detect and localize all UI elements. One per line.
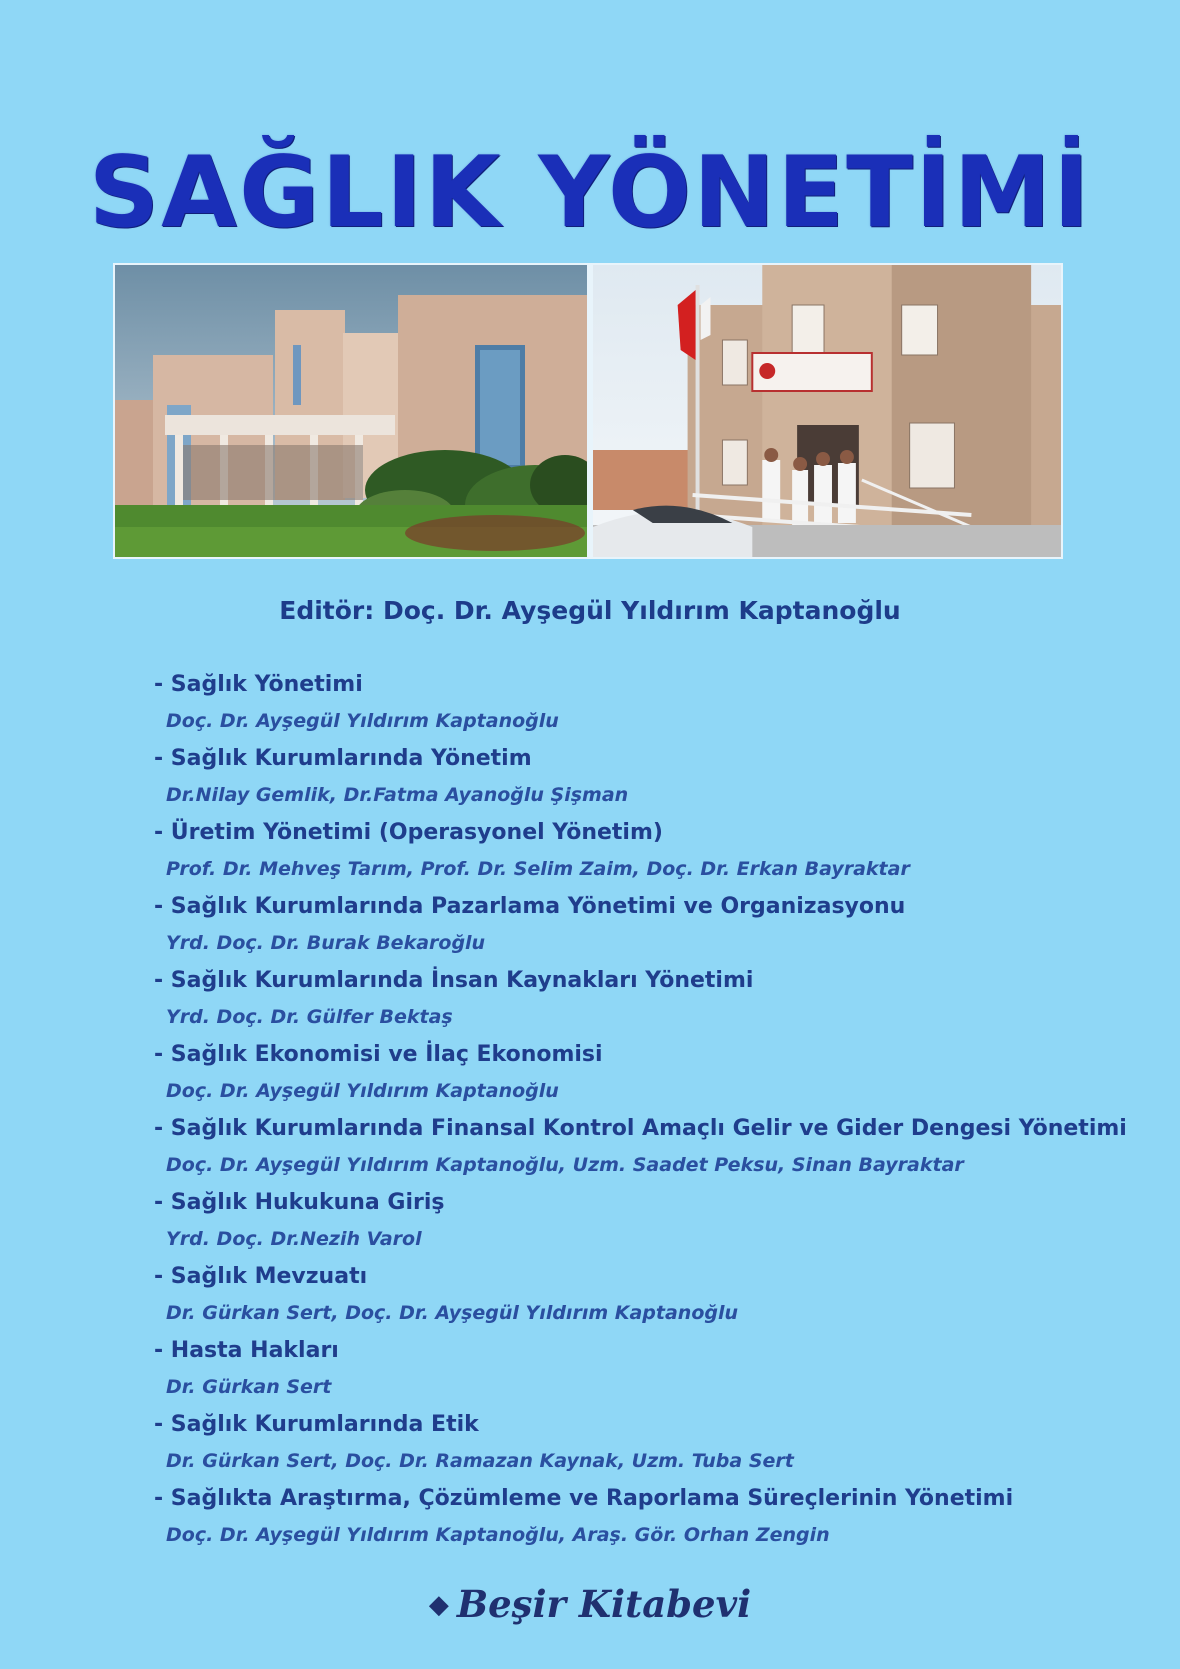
toc-entry: [154, 1110, 1127, 1184]
chapter-authors: Doç. Dr. Ayşegül Yıldırım Kaptanoğlu, Uzm. Saadet Peksu, Sinan Bayraktar: [166, 1154, 964, 1176]
chapter-title: - Sağlık Kurumlarında Finansal Kontrol Amaçlı Gelir ve Gider Dengesi Yönetimi: [154, 1116, 1127, 1141]
toc-entry: [154, 1184, 1054, 1258]
chapter-title: - Sağlık Hukukuna Giriş: [154, 1190, 445, 1215]
chapter-title: - Sağlık Mevzuatı: [154, 1264, 368, 1289]
toc-entry: [154, 962, 1054, 1036]
chapter-authors: Yrd. Doç. Dr. Gülfer Bektaş: [166, 1006, 453, 1028]
toc-entry: [154, 740, 1054, 814]
chapter-title: - Sağlık Ekonomisi ve İlaç Ekonomisi: [154, 1042, 603, 1067]
cover-photos: [113, 263, 1063, 559]
toc-entry: [154, 666, 1054, 740]
toc-entry: [154, 1258, 1054, 1332]
toc-entry: [154, 1036, 1054, 1110]
toc-entry: [154, 1332, 1054, 1406]
chapter-title: - Üretim Yönetimi (Operasyonel Yönetim): [154, 820, 663, 845]
publisher-label: Beşir Kitabevi: [456, 1582, 752, 1626]
chapter-authors: Dr. Gürkan Sert, Doç. Dr. Ramazan Kaynak, Uzm. Tuba Sert: [166, 1450, 794, 1472]
toc-entry: [154, 1480, 1054, 1554]
chapter-title: - Sağlık Yönetimi: [154, 672, 363, 697]
chapter-authors: Yrd. Doç. Dr.Nezih Varol: [166, 1228, 422, 1250]
toc-entry: [154, 814, 1054, 888]
health-center-photo: [593, 265, 1061, 557]
table-of-contents: [154, 666, 1127, 1554]
chapter-title: - Hasta Hakları: [154, 1338, 339, 1363]
chapter-title: - Sağlık Kurumlarında Yönetim: [154, 746, 532, 771]
chapter-authors: Dr.Nilay Gemlik, Dr.Fatma Ayanoğlu Şişman: [166, 784, 629, 806]
chapter-title: - Sağlık Kurumlarında Pazarlama Yönetimi ve Organizasyonu: [154, 894, 906, 919]
toc-entry: [154, 1406, 1054, 1480]
editor-line: Editör: Doç. Dr. Ayşegül Yıldırım Kaptanoğlu: [279, 596, 901, 625]
chapter-authors: Doç. Dr. Ayşegül Yıldırım Kaptanoğlu: [166, 710, 559, 732]
chapter-authors: Doç. Dr. Ayşegül Yıldırım Kaptanoğlu, Araş. Gör. Orhan Zengin: [166, 1524, 830, 1546]
hospital-building-photo: [115, 265, 593, 557]
chapter-title: - Sağlık Kurumlarında Etik: [154, 1412, 479, 1437]
book-title: SAĞLIK YÖNETİMİ: [88, 135, 1092, 250]
chapter-title: - Sağlık Kurumlarında İnsan Kaynakları Yönetimi: [154, 968, 754, 993]
publisher-name: [0, 1582, 1180, 1626]
chapter-authors: Doç. Dr. Ayşegül Yıldırım Kaptanoğlu: [166, 1080, 559, 1102]
chapter-authors: Dr. Gürkan Sert, Doç. Dr. Ayşegül Yıldırım Kaptanoğlu: [166, 1302, 739, 1324]
chapter-authors: Dr. Gürkan Sert: [166, 1376, 332, 1398]
chapter-title: - Sağlıkta Araştırma, Çözümleme ve Raporlama Süreçlerinin Yönetimi: [154, 1486, 1014, 1511]
toc-entry: [154, 888, 1054, 962]
diamond-icon: ◆: [428, 1590, 449, 1620]
chapter-authors: Yrd. Doç. Dr. Burak Bekaroğlu: [166, 932, 486, 954]
chapter-authors: Prof. Dr. Mehveş Tarım, Prof. Dr. Selim Zaim, Doç. Dr. Erkan Bayraktar: [166, 858, 910, 880]
